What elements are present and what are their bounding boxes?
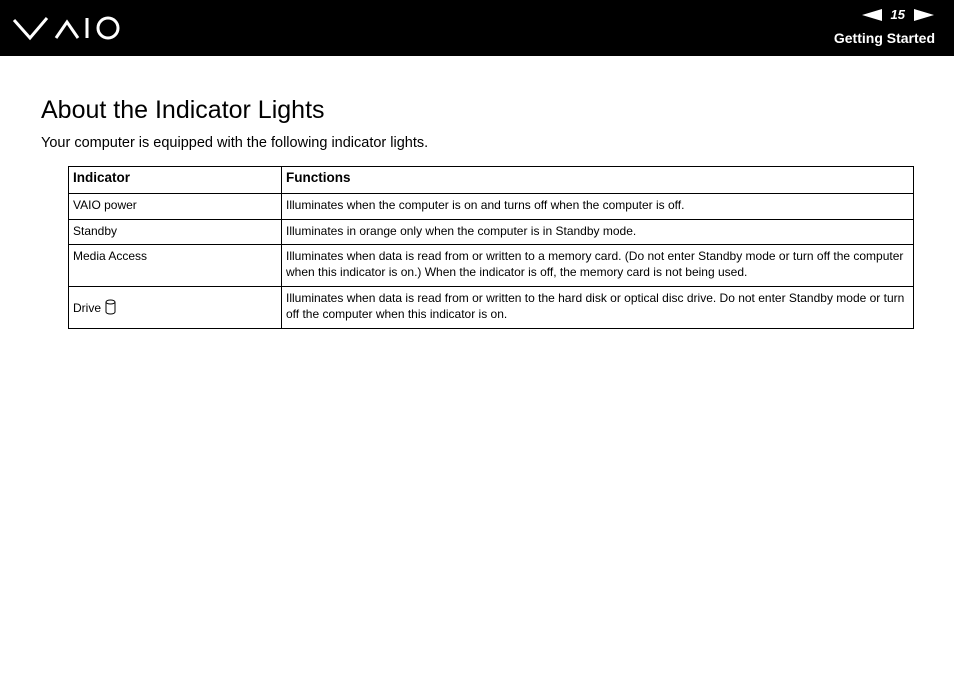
page-number: 15: [890, 7, 905, 22]
drive-icon: [105, 299, 116, 315]
column-header-indicator: Indicator: [69, 167, 282, 194]
vaio-logo: [12, 13, 122, 43]
indicator-cell: VAIO power: [69, 194, 282, 220]
table-row: [69, 245, 914, 287]
page-header: [0, 0, 954, 56]
table-row: [69, 194, 914, 220]
indicator-cell: [69, 287, 282, 329]
section-name: Getting Started: [833, 30, 935, 46]
function-cell: Illuminates when the computer is on and turns off when the computer is off.: [282, 194, 914, 220]
table-row: [69, 287, 914, 329]
indicator-cell: Standby: [69, 220, 282, 245]
function-cell: Illuminates when data is read from or written to the hard disk or optical disc drive. Do not enter Standby mode or turn off the computer when this indicator is on.: [282, 287, 914, 329]
intro-text: Your computer is equipped with the following indicator lights.: [41, 135, 429, 151]
column-header-functions: Functions: [282, 167, 914, 194]
indicator-label: Drive: [73, 300, 102, 315]
page-navigation: [862, 7, 934, 23]
function-cell: Illuminates in orange only when the computer is in Standby mode.: [282, 220, 914, 245]
function-cell: Illuminates when data is read from or written to a memory card. (Do not enter Standby mode or turn off the computer when this indicator is on.) When the indicator is off, the memory card is not being used.: [282, 245, 914, 287]
table-row: [69, 220, 914, 245]
indicator-table: [68, 166, 914, 329]
indicator-cell: Media Access: [69, 245, 282, 287]
next-page-arrow-icon[interactable]: [914, 9, 934, 21]
table-header-row: [69, 167, 914, 194]
page-title: About the Indicator Lights: [41, 96, 325, 124]
prev-page-arrow-icon[interactable]: [862, 9, 882, 21]
